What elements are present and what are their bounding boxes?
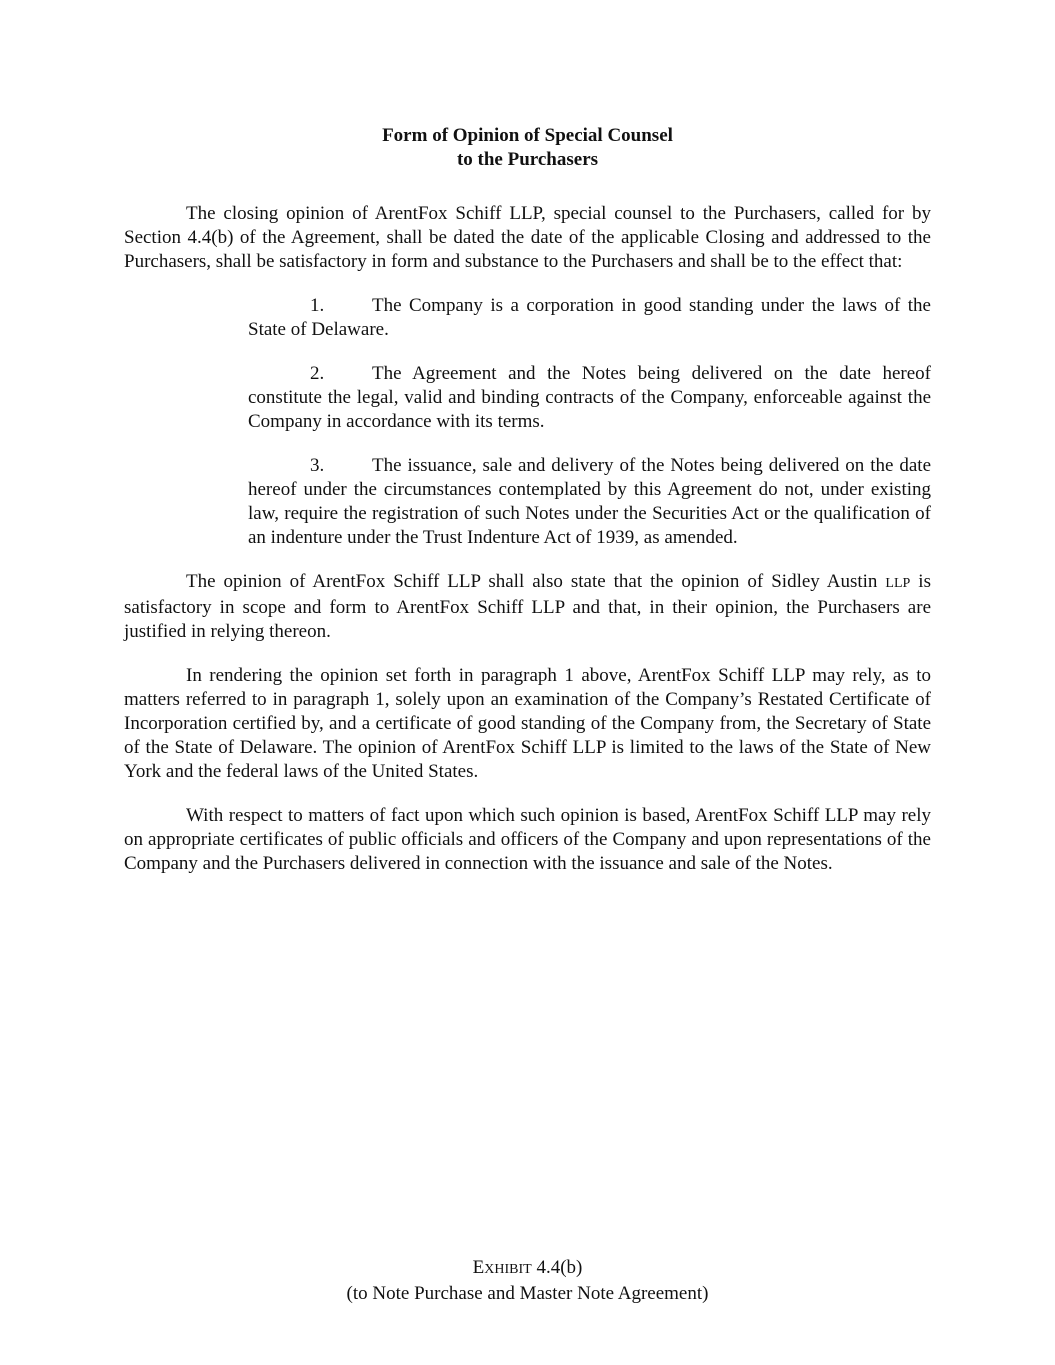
reliance-paragraph: In rendering the opinion set forth in paragraph 1 above, ArentFox Schiff LLP may rely, as to matters referred to in paragraph 1, solely upon an examination of the Company’s Restated Certificate of Incorporation certified by, and a certificate of good standing of the Company from, the Secretary of State of the State of Delaware. The opinion of ArentFox Schiff LLP is limited to the laws of the State of New York and the federal laws of the United States. — [124, 665, 931, 782]
title-line-1: Form of Opinion of Special Counsel — [382, 125, 673, 146]
exhibit-number: 4.4(b) — [531, 1257, 583, 1278]
list-item-3-number: 3. — [310, 455, 325, 476]
list-item-3 — [248, 454, 931, 550]
list-item-1 — [248, 294, 931, 342]
list-item-2-text: The Agreement and the Notes being delivered on the date hereof constitute the legal, valid and binding contracts of the Company, enforceable against the Company in accordance with its terms. — [248, 363, 931, 432]
title-line-2: to the Purchasers — [456, 149, 599, 170]
exhibit-label — [0, 1256, 1055, 1282]
exhibit-subtitle: (to Note Purchase and Master Note Agreement) — [346, 1283, 709, 1304]
facts-paragraph: With respect to matters of fact upon which such opinion is based, ArentFox Schiff LLP may rely on appropriate certificates of public officials and officers of the Company and upon representations of the Company and the Purchasers delivered in connection with the issuance and sale of the Notes. — [124, 805, 931, 874]
list-item-2-number: 2. — [310, 363, 325, 384]
sidley-opinion-paragraph — [124, 570, 931, 644]
exhibit-initial: E — [472, 1257, 485, 1278]
document-body — [124, 202, 931, 896]
exhibit-smallcaps: XHIBIT — [484, 1262, 532, 1277]
document-title — [0, 124, 1055, 172]
sidley-llp-smallcaps: LLP — [885, 576, 911, 591]
list-item-2 — [248, 362, 931, 434]
sidley-text-after: is satisfactory in scope and form to ArentFox Schiff LLP and that, in their opinion, the Purchasers are justified in relying thereon. — [124, 571, 931, 642]
list-item-1-text: The Company is a corporation in good standing under the laws of the State of Delaware. — [248, 295, 931, 340]
sidley-text-before: The opinion of ArentFox Schiff LLP shall also state that the opinion of Sidley Austin — [186, 571, 886, 592]
list-item-3-text: The issuance, sale and delivery of the Notes being delivered on the date hereof under the circumstances contemplated by this Agreement do not, under existing law, require the registration of such Notes under the Securities Act or the qualification of an indenture under the Trust Indenture Act of 1939, as amended. — [248, 455, 931, 548]
list-item-1-number: 1. — [310, 295, 325, 316]
intro-paragraph: The closing opinion of ArentFox Schiff LLP, special counsel to the Purchasers, called for by Section 4.4(b) of the Agreement, shall be dated the date of the applicable Closing and addressed to the Purchasers, shall be satisfactory in form and substance to the Purchasers and shall be to the effect that: — [124, 203, 931, 272]
exhibit-footer — [0, 1256, 1055, 1306]
